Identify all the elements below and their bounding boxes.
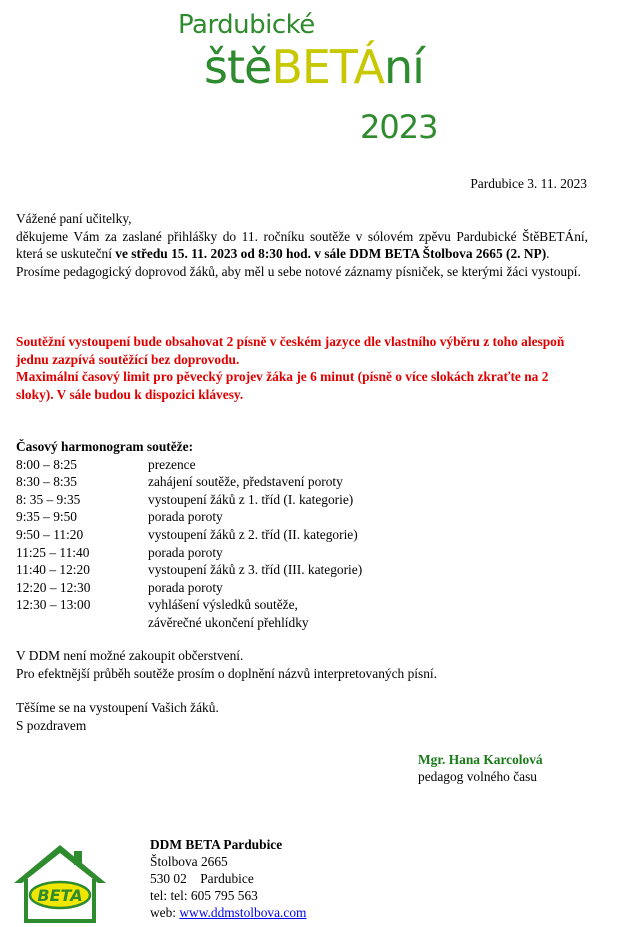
schedule-activity: vystoupení žáků z 2. tříd (II. kategorie) — [148, 526, 358, 542]
logo-line1: Pardubické — [178, 10, 315, 40]
greeting: Vážené paní učitelky, — [16, 211, 132, 226]
logo-line2-pre: ště — [204, 40, 272, 94]
schedule-activity: vystoupení žáků z 1. tříd (I. kategorie) — [148, 491, 354, 507]
notes-line2: Pro efektnější průběh soutěže prosím o doplnění názvů interpretovaných písní. — [16, 665, 437, 681]
schedule-activity: závěrečné ukončení přehlídky — [148, 614, 309, 630]
intro-end: . — [546, 246, 550, 262]
footer-city: 530 02 Pardubice — [150, 871, 254, 886]
schedule-time: 9:35 – 9:50 — [16, 509, 78, 525]
schedule-time: 11:40 – 12:20 — [16, 562, 90, 578]
schedule-row — [16, 508, 362, 526]
closing-line1: Těšíme se na vystoupení Vašich žáků. — [16, 700, 219, 715]
notice-line1: Soutěžní vystoupení bude obsahovat 2 písně v českém jazyce dle vlastního výběru z toho alespoň jednu zazpívá soutěžící bez doprovodu. — [16, 334, 565, 367]
schedule-time: 8: 35 – 9:35 — [16, 491, 81, 507]
schedule-time: 8:00 – 8:25 — [16, 456, 78, 472]
schedule-title: Časový harmonogram soutěže: — [16, 439, 194, 454]
notes — [16, 647, 588, 682]
footer-web-label: web: — [150, 905, 180, 920]
schedule-row — [16, 561, 362, 579]
footer-street: Štolbova 2665 — [150, 854, 228, 869]
intro-paragraph — [16, 228, 588, 263]
schedule-row — [16, 473, 362, 491]
schedule-activity: prezence — [148, 456, 196, 472]
schedule-activity: porada poroty — [148, 509, 223, 525]
beta-house-logo — [12, 843, 108, 923]
event-date-location: ve středu 15. 11. 2023 od 8:30 hod. v sále DDM BETA Štolbova 2665 (2. NP) — [115, 246, 547, 262]
schedule — [16, 438, 362, 632]
schedule-row — [16, 596, 362, 614]
schedule-activity: vystoupení žáků z 3. tříd (III. kategorie) — [148, 562, 363, 578]
schedule-time: 9:50 – 11:20 — [16, 526, 84, 542]
closing-line2: S pozdravem — [16, 717, 87, 733]
schedule-activity: porada poroty — [148, 544, 223, 560]
footer-web — [150, 904, 306, 921]
header-logo — [178, 8, 438, 158]
schedule-row — [16, 526, 362, 544]
closing — [16, 699, 588, 734]
logo-line2-beta: BETÁ — [271, 40, 384, 94]
competition-notice — [16, 333, 588, 403]
footer-org: DDM BETA Pardubice — [150, 837, 283, 852]
signature-role: pedagog volného času — [418, 769, 537, 784]
schedule-row — [16, 614, 362, 632]
logo-line2 — [204, 40, 424, 94]
signature — [418, 751, 543, 785]
schedule-row — [16, 544, 362, 562]
intro-request: Prosíme pedagogický doprovod žáků, aby měl u sebe notové záznamy písniček, se kterými žáci vystoupí. — [16, 263, 581, 279]
website-link[interactable]: www.ddmstolbova.com — [179, 905, 307, 920]
logo-line2-post: ní — [383, 40, 424, 94]
notice-line2: Maximální časový limit pro pěvecký projev žáka je 6 minut (písně o více slokách zkraťte na 2 sloky). V sále budou k dispozici klávesy. — [16, 369, 549, 402]
schedule-activity: vyhlášení výsledků soutěže, — [148, 597, 298, 613]
schedule-time: 12:20 – 12:30 — [16, 579, 91, 595]
beta-logo-text: BETA — [37, 886, 83, 905]
letter-date: Pardubice 3. 11. 2023 — [470, 176, 587, 191]
schedule-activity: porada poroty — [148, 579, 223, 595]
schedule-rows — [16, 456, 362, 632]
schedule-time: 8:30 – 8:35 — [16, 474, 78, 490]
notes-line1: V DDM není možné zakoupit občerstvení. — [16, 648, 244, 663]
schedule-time: 11:25 – 11:40 — [16, 544, 90, 560]
signature-name: Mgr. Hana Karcolová — [418, 752, 543, 767]
letter-intro — [16, 210, 588, 280]
schedule-time — [16, 614, 148, 632]
schedule-time: 12:30 – 13:00 — [16, 597, 91, 613]
schedule-row — [16, 456, 362, 474]
schedule-row — [16, 579, 362, 597]
footer-contact — [150, 836, 306, 921]
intro-text: děkujeme Vám za zaslané přihlášky do 11. ročníku soutěže v sólovém zpěvu Pardubické ŠtěBETÁní, která se uskuteční — [16, 228, 588, 262]
schedule-row — [16, 491, 362, 509]
footer-phone: tel: tel: 605 795 563 — [150, 888, 258, 903]
logo-year: 2023 — [360, 108, 438, 146]
schedule-activity: zahájení soutěže, představení poroty — [148, 474, 343, 490]
